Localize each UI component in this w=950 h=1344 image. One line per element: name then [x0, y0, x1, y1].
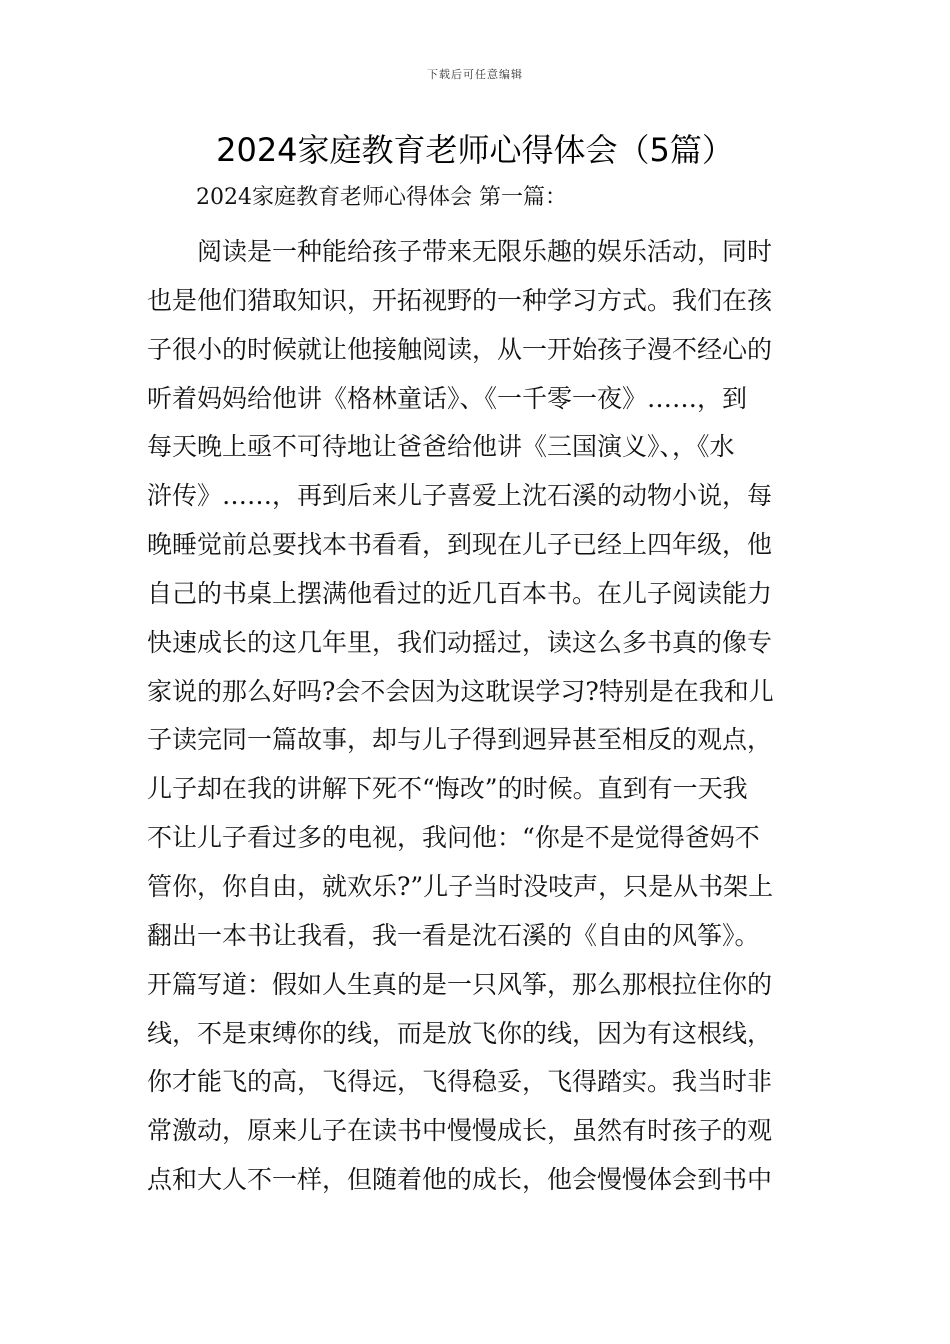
- paragraph-line: 常激动，原来儿子在读书中慢慢成长，虽然有时孩子的观: [147, 1116, 773, 1146]
- header-note: 下载后可任意编辑: [427, 68, 523, 81]
- paragraph-line: 听着妈妈给他讲《格林童话》、《一千零一夜》……，到: [147, 383, 748, 413]
- paragraph-line: 开篇写道：假如人生真的是一只风筝，那么那根拉住你的: [147, 969, 773, 999]
- paragraph-line: 儿子却在我的讲解下死不“悔改”的时候。直到有一天我: [147, 774, 748, 804]
- body-paragraph: [147, 228, 807, 1205]
- paragraph-line: 家说的那么好吗?会不会因为这耽误学习?特别是在我和儿: [147, 676, 774, 706]
- paragraph-line: 自己的书桌上摆满他看过的近几百本书。在儿子阅读能力: [147, 578, 773, 608]
- paragraph-line: 晚睡觉前总要找本书看看，到现在儿子已经上四年级，他: [147, 530, 773, 560]
- paragraph-line: 翻出一本书让我看，我一看是沈石溪的《自由的风筝》。: [147, 920, 760, 950]
- document-title: 2024家庭教育老师心得体会（5篇）: [216, 131, 734, 169]
- paragraph-line: 子读完同一篇故事，却与儿子得到迥异甚至相反的观点，: [147, 725, 773, 755]
- paragraph-line: 不让儿子看过多的电视，我问他：“你是不是觉得爸妈不: [147, 823, 760, 853]
- section-subtitle: 2024家庭教育老师心得体会 第一篇：: [196, 185, 567, 210]
- paragraph-line: 线，不是束缚你的线，而是放飞你的线，因为有这根线，: [147, 1018, 773, 1048]
- paragraph-line: 点和大人不一样，但随着他的成长，他会慢慢体会到书中: [147, 1165, 773, 1195]
- paragraph-line: 管你，你自由，就欢乐?”儿子当时没吱声，只是从书架上: [147, 871, 774, 901]
- paragraph-line: 也是他们猎取知识，开拓视野的一种学习方式。我们在孩: [147, 285, 773, 315]
- paragraph-line: 你才能飞的高，飞得远，飞得稳妥，飞得踏实。我当时非: [147, 1067, 773, 1097]
- paragraph-line: 阅读是一种能给孩子带来无限乐趣的娱乐活动，同时: [197, 237, 773, 266]
- paragraph-line: 子很小的时候就让他接触阅读，从一开始孩子漫不经心的: [147, 334, 773, 364]
- paragraph-line: 快速成长的这几年里，我们动摇过，读这么多书真的像专: [147, 627, 773, 657]
- paragraph-line: 浒传》……，再到后来儿子喜爱上沈石溪的动物小说，每: [147, 481, 773, 511]
- paragraph-line: 每天晚上亟不可待地让爸爸给他讲《三国演义》、，《水: [147, 432, 735, 462]
